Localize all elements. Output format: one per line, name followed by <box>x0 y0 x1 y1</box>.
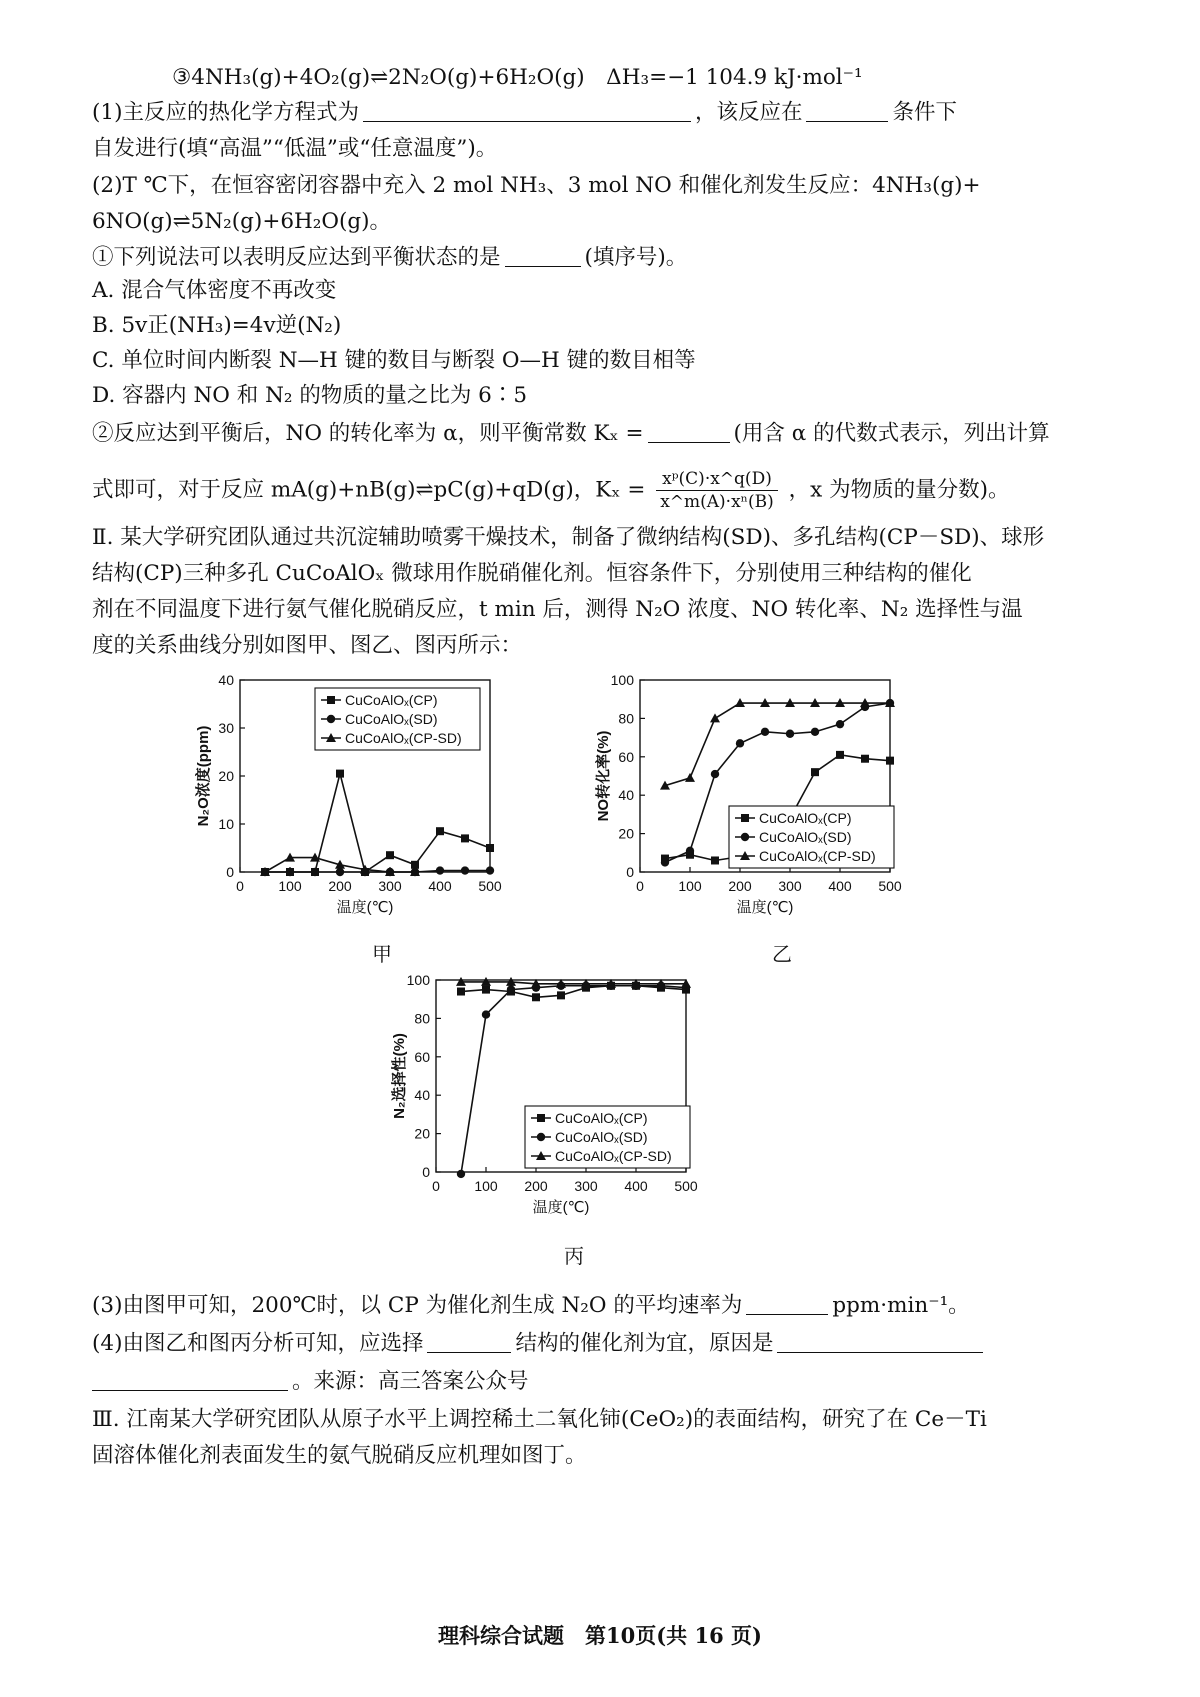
q1-text-b: ，该反应在 <box>694 100 803 125</box>
chart-2-xtick-label: 300 <box>574 1178 598 1194</box>
chart-1-series-2-point <box>710 713 720 722</box>
chart-2-xtick-label: 500 <box>674 1178 698 1194</box>
chart-0-xtick-label: 400 <box>428 878 452 894</box>
chart-1-legend-label-2: CuCoAlOₓ(CP-SD) <box>759 848 876 864</box>
part-2-line-1: Ⅱ. 某大学研究团队通过共沉淀辅助喷雾干燥技术，制备了微纳结构(SD)、多孔结构(CP－SD)、球形 <box>92 525 1045 550</box>
question-4-line-1 <box>92 1328 987 1360</box>
equation-3: ③4NH₃(g)+4O₂(g)⇌2N₂O(g)+6H₂O(g) ΔH₃=−1 104.9 kJ·mol⁻¹ <box>172 65 863 90</box>
chart-0-series-0-point <box>336 770 344 778</box>
q2-formula-text-a: 式即可，对于反应 mA(g)+nB(g)⇌pC(g)+qD(g)，Kₓ = <box>92 477 646 503</box>
question-1-line-2: 自发进行(填“高温”“低温”或“任意温度”)。 <box>92 136 498 161</box>
chart-0-series-0-point <box>486 844 494 852</box>
chart-yi-caption: 乙 <box>772 942 792 966</box>
chart-2-series-0-point <box>457 988 465 996</box>
chart-1-series-1-point <box>786 730 794 738</box>
chart-2-legend-label-0: CuCoAlOₓ(CP) <box>555 1110 648 1126</box>
chart-1-series-1-point <box>661 858 669 866</box>
option-d: D. 容器内 NO 和 N₂ 的物质的量之比为 6∶5 <box>92 383 528 408</box>
q2-sub2-text-b: (用含 α 的代数式表示，列出计算 <box>733 421 1050 446</box>
chart-2-xtick-label: 100 <box>474 1178 498 1194</box>
chart-2-series-0-point <box>532 993 540 1001</box>
chart-2-xtick-label: 400 <box>624 1178 648 1194</box>
chart-1-series-2-line <box>665 703 890 786</box>
chart-2-legend-marker-0 <box>537 1114 545 1122</box>
part-3-line-1: Ⅲ. 江南某大学研究团队从原子水平上调控稀土二氧化铈(CeO₂)的表面结构，研究了在 Ce－Ti <box>92 1407 987 1432</box>
chart-1-legend-label-0: CuCoAlOₓ(CP) <box>759 810 852 826</box>
chart-1-legend-marker-1 <box>741 833 749 841</box>
chart-1-series-0-point <box>886 757 894 765</box>
q1-blank-condition[interactable] <box>806 99 888 122</box>
chart-0-ytick-label: 20 <box>218 768 234 784</box>
chart-1-ytick-label: 0 <box>626 864 634 880</box>
chart-1-series-1-point <box>736 739 744 747</box>
q3-text-a: (3)由图甲可知，200℃时，以 CP 为催化剂生成 N₂O 的平均速率为 <box>92 1293 743 1318</box>
question-2-sub-2 <box>92 418 1050 450</box>
chart-0-series-0-point <box>461 834 469 842</box>
question-2-line-1: (2)T ℃下，在恒容密闭容器中充入 2 mol NH₃、3 mol NO 和催化剂发生反应：4NH₃(g)+ <box>92 173 981 198</box>
q2-sub1-blank[interactable] <box>505 244 581 267</box>
chart-0-xtick-label: 300 <box>378 878 402 894</box>
chart-1-ytick-label: 80 <box>618 710 634 727</box>
chart-0-xlabel: 温度(℃) <box>336 899 394 916</box>
q2-sub1-text-a: ①下列说法可以表明反应达到平衡状态的是 <box>92 245 501 270</box>
chart-1-series-0-point <box>861 755 869 763</box>
chart-2-ytick-label: 20 <box>414 1125 430 1142</box>
chart-0-series-1-point <box>436 866 444 874</box>
question-3 <box>92 1290 970 1322</box>
chart-2-series-0-point <box>482 986 490 994</box>
chart-2-series-0-point <box>557 991 565 999</box>
chart-1-series-1-point <box>686 847 694 855</box>
chart-bing-svg <box>386 972 746 1234</box>
chart-0-legend-marker-0 <box>327 696 335 704</box>
chart-1-ytick-label: 20 <box>618 825 634 842</box>
kx-numerator: xᵖ(C)·x^q(D) <box>656 468 778 491</box>
chart-1-xtick-label: 200 <box>728 878 752 894</box>
chart-2-xtick-label: 0 <box>432 1178 440 1194</box>
chart-2-ytick-label: 40 <box>414 1087 430 1104</box>
q4-blank-reason-1[interactable] <box>777 1330 983 1353</box>
chart-2-series-2-line <box>461 982 686 984</box>
part-2-line-2: 结构(CP)三种多孔 CuCoAlOₓ 微球用作脱硝催化剂。恒容条件下，分别使用三种结构的催化 <box>92 561 972 586</box>
page-footer: 理科综合试题 第10页(共 16 页) <box>438 1623 762 1648</box>
q4-blank-reason-2[interactable] <box>92 1368 288 1391</box>
chart-0-ytick-label: 40 <box>218 672 234 688</box>
q2-sub2-blank[interactable] <box>648 420 730 443</box>
q1-text-c: 条件下 <box>892 100 957 125</box>
chart-0-legend-marker-1 <box>327 715 335 723</box>
chart-yi-svg <box>590 672 950 934</box>
chart-1-xtick-label: 100 <box>678 878 702 894</box>
q4-text-b: 结构的催化剂为宜，原因是 <box>515 1331 774 1356</box>
question-2-sub-1 <box>92 242 687 274</box>
chart-1-legend-label-1: CuCoAlOₓ(SD) <box>759 829 852 845</box>
chart-2-legend-label-2: CuCoAlOₓ(CP-SD) <box>555 1148 672 1164</box>
chart-1-series-2-point <box>685 773 695 782</box>
chart-2-xlabel: 温度(℃) <box>532 1199 590 1216</box>
q2-formula-text-b: ，x 为物质的量分数)。 <box>788 477 1010 503</box>
chart-bing-caption: 丙 <box>564 1244 584 1268</box>
chart-jia <box>190 672 550 934</box>
chart-0-series-1-point <box>286 868 294 876</box>
chart-0-ytick-label: 0 <box>226 864 234 880</box>
chart-0-legend-label-0: CuCoAlOₓ(CP) <box>345 692 438 708</box>
q1-text-a: (1)主反应的热化学方程式为 <box>92 100 359 125</box>
question-2-line-2: 6NO(g)⇌5N₂(g)+6H₂O(g)。 <box>92 209 392 234</box>
chart-0-xtick-label: 0 <box>236 878 244 894</box>
chart-jia-svg <box>190 672 550 934</box>
chart-2-series-1-point <box>507 985 515 993</box>
option-a: A. 混合气体密度不再改变 <box>92 278 337 303</box>
chart-1-xtick-label: 0 <box>636 878 644 894</box>
chart-2-ytick-label: 80 <box>414 1010 430 1027</box>
q3-blank[interactable] <box>746 1292 828 1315</box>
chart-1-series-0-point <box>811 768 819 776</box>
chart-2-xtick-label: 200 <box>524 1178 548 1194</box>
part-3-line-2: 固溶体催化剂表面发生的氨气脱硝反应机理如图丁。 <box>92 1443 587 1468</box>
chart-0-legend-label-2: CuCoAlOₓ(CP-SD) <box>345 730 462 746</box>
part-2-line-3: 剂在不同温度下进行氨气催化脱硝反应，t min 后，测得 N₂O 浓度、NO 转化率、N₂ 选择性与温 <box>92 597 1023 622</box>
chart-2-ytick-label: 60 <box>414 1048 430 1065</box>
chart-2-series-1-point <box>457 1170 465 1178</box>
question-2-formula-line <box>92 468 1010 513</box>
chart-yi <box>590 672 950 934</box>
chart-0-series-1-point <box>336 868 344 876</box>
chart-0-xtick-label: 200 <box>328 878 352 894</box>
chart-1-series-1-point <box>836 720 844 728</box>
chart-1-xlabel: 温度(℃) <box>736 899 794 916</box>
chart-2-series-0-line <box>461 986 686 998</box>
kx-denominator: x^m(A)·xⁿ(B) <box>660 492 774 512</box>
q1-blank-equation[interactable] <box>363 99 691 122</box>
chart-2-ytick-label: 100 <box>406 972 430 988</box>
chart-1-series-1-point <box>761 728 769 736</box>
chart-1-ytick-label: 100 <box>610 672 634 688</box>
part-2-line-4: 度的关系曲线分别如图甲、图乙、图丙所示： <box>92 633 523 658</box>
q4-text-c: 。来源：高三答案公众号 <box>292 1369 529 1394</box>
option-b: B. 5v正(NH₃)=4v逆(N₂) <box>92 313 342 338</box>
question-4-line-2 <box>92 1366 529 1398</box>
chart-0-ytick-label: 30 <box>218 720 234 736</box>
chart-1-xtick-label: 400 <box>828 878 852 894</box>
q2-sub1-text-b: (填序号)。 <box>584 245 688 270</box>
q2-sub2-text-a: ②反应达到平衡后，NO 的转化率为 α，则平衡常数 Kₓ = <box>92 421 644 446</box>
chart-2-legend-label-1: CuCoAlOₓ(SD) <box>555 1129 648 1145</box>
chart-1-xtick-label: 500 <box>878 878 902 894</box>
chart-1-xtick-label: 300 <box>778 878 802 894</box>
chart-0-series-1-point <box>461 866 469 874</box>
chart-0-ytick-label: 10 <box>218 816 234 832</box>
chart-1-series-0-point <box>836 751 844 759</box>
chart-0-series-0-point <box>386 851 394 859</box>
chart-0-xtick-label: 100 <box>278 878 302 894</box>
chart-bing <box>386 972 746 1234</box>
chart-1-ylabel: NO转化率(%) <box>595 730 612 822</box>
chart-2-ylabel: N₂选择性(%) <box>391 1033 408 1119</box>
chart-1-ytick-label: 60 <box>618 748 634 765</box>
chart-0-series-0-point <box>436 827 444 835</box>
option-c: C. 单位时间内断裂 N—H 键的数目与断裂 O—H 键的数目相等 <box>92 348 696 373</box>
kx-fraction <box>656 468 778 513</box>
chart-1-ytick-label: 40 <box>618 787 634 804</box>
chart-2-legend-marker-1 <box>537 1133 545 1141</box>
chart-0-series-1-point <box>311 868 319 876</box>
chart-0-xtick-label: 500 <box>478 878 502 894</box>
chart-0-series-1-point <box>486 866 494 874</box>
question-1-line-1 <box>92 97 957 129</box>
chart-1-series-1-point <box>811 728 819 736</box>
q4-blank-structure[interactable] <box>427 1330 511 1353</box>
chart-1-series-0-point <box>711 856 719 864</box>
q3-text-b: ppm·min⁻¹。 <box>832 1293 970 1318</box>
chart-0-ylabel: N₂O浓度(ppm) <box>195 725 212 827</box>
chart-1-series-1-point <box>711 770 719 778</box>
chart-2-series-1-point <box>482 1010 490 1018</box>
chart-1-legend-marker-0 <box>741 814 749 822</box>
q4-text-a: (4)由图乙和图丙分析可知，应选择 <box>92 1331 424 1356</box>
chart-2-ytick-label: 0 <box>422 1164 430 1180</box>
chart-0-legend-label-1: CuCoAlOₓ(SD) <box>345 711 438 727</box>
chart-jia-caption: 甲 <box>372 942 392 966</box>
